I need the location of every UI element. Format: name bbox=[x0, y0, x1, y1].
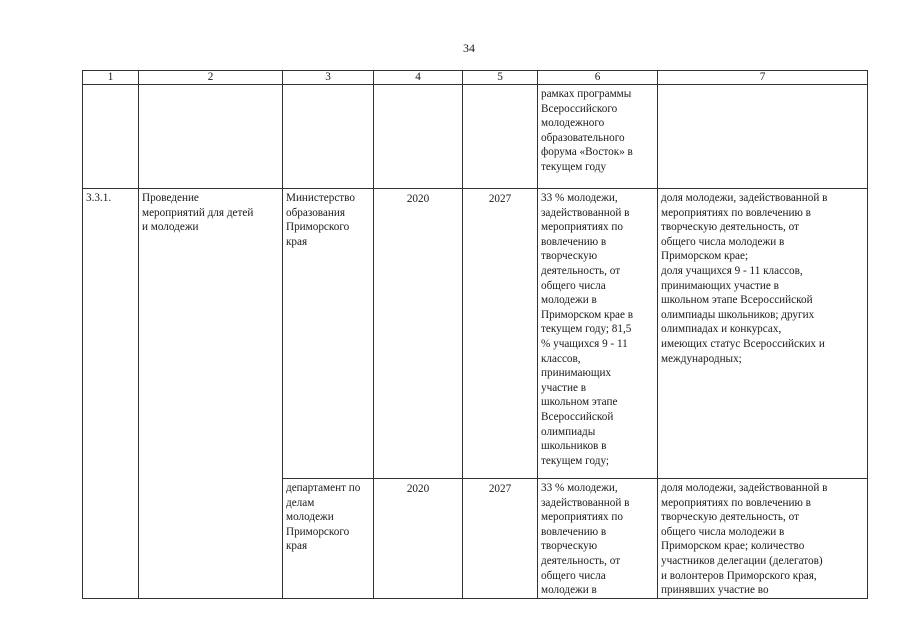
executor-cell: Министерство образования Приморского края bbox=[283, 189, 374, 479]
column-number: 5 bbox=[463, 71, 538, 85]
result-cell: рамках программы Всероссийского молодежного образовательного форума «Восток» в текущем году bbox=[538, 85, 658, 189]
activity-code: 3.3.1. bbox=[83, 189, 139, 599]
column-numbers-row bbox=[83, 71, 868, 85]
column-number: 2 bbox=[139, 71, 283, 85]
table-cell bbox=[463, 85, 538, 189]
page-number: 34 bbox=[463, 41, 475, 55]
column-number: 6 bbox=[538, 71, 658, 85]
start-year-cell: 2020 bbox=[374, 189, 463, 479]
end-year-cell: 2027 bbox=[463, 189, 538, 479]
end-year-cell: 2027 bbox=[463, 479, 538, 599]
result-cell: 33 % молодежи, задействованной в мероприятиях по вовлечению в творческую деятельность, от общего числа молодежи в bbox=[538, 479, 658, 599]
table-cell bbox=[83, 85, 139, 189]
table-cell bbox=[283, 85, 374, 189]
table-row-continued bbox=[83, 85, 868, 189]
indicators-cell: доля молодежи, задействованной в мероприятиях по вовлечению в творческую деятельность, от общего числа молодежи в Приморском крае; доля учащихся 9 - 11 классов, принимающих участие в школьном этапе Всероссийской олимпиады школьников; других олимпиадах и конкурсах, имеющих статус Всероссийских и международных; bbox=[658, 189, 868, 479]
table-cell bbox=[658, 85, 868, 189]
column-number: 4 bbox=[374, 71, 463, 85]
column-number: 3 bbox=[283, 71, 374, 85]
column-number: 7 bbox=[658, 71, 868, 85]
result-cell: 33 % молодежи, задействованной в мероприятиях по вовлечению в творческую деятельность, от общего числа молодежи в Приморском крае в текущем году; 81,5 % учащихся 9 - 11 классов, принимающих участие в школьном этапе Всероссийской олимпиады школьников в текущем году; bbox=[538, 189, 658, 479]
table-cell bbox=[374, 85, 463, 189]
start-year-cell: 2020 bbox=[374, 479, 463, 599]
program-activities-table bbox=[82, 70, 868, 599]
table-cell bbox=[139, 85, 283, 189]
table-row-331-ministry bbox=[83, 189, 868, 479]
column-number: 1 bbox=[83, 71, 139, 85]
activity-title: Проведение мероприятий для детей и молодежи bbox=[139, 189, 283, 599]
executor-cell: департамент по делам молодежи Приморского края bbox=[283, 479, 374, 599]
indicators-cell: доля молодежи, задействованной в мероприятиях по вовлечению в творческую деятельность, от общего числа молодежи в Приморском крае; количество участников делегации (делегатов) и волонтеров Приморского края, принявших участие во bbox=[658, 479, 868, 599]
